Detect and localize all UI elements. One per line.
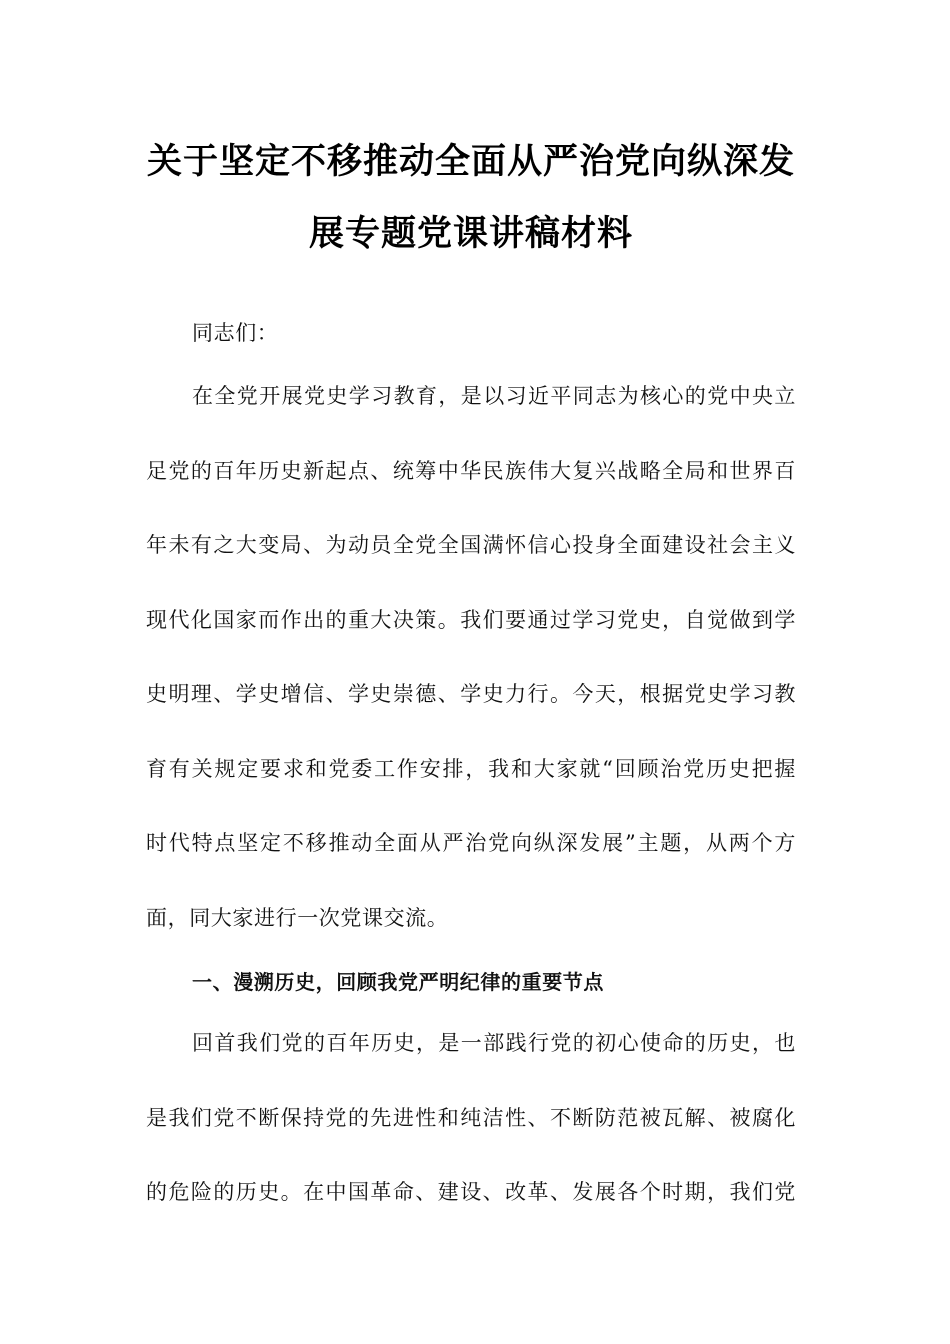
- paragraph-2-line: 回首我们党的百年历史，是一部践行党的初心使命的历史，也: [192, 1031, 796, 1055]
- document-title-line-2: 展专题党课讲稿材料: [308, 214, 633, 254]
- paragraph-1-line: 时代特点坚定不移推动全面从严治党向纵深发展”主题，从两个方: [146, 831, 796, 855]
- paragraph-2-line: 是我们党不断保持党的先进性和纯洁性、不断防范被瓦解、被腐化: [146, 1106, 796, 1130]
- section-1-heading: 一、漫溯历史，回顾我党严明纪律的重要节点: [192, 970, 604, 994]
- salutation: 同志们：: [192, 321, 279, 345]
- paragraph-1-line: 史明理、学史增信、学史崇德、学史力行。今天，根据党史学习教: [146, 682, 796, 706]
- paragraph-1-line: 现代化国家而作出的重大决策。我们要通过学习党史，自觉做到学: [146, 608, 796, 632]
- paragraph-1-line: 年未有之大变局、为动员全党全国满怀信心投身全面建设社会主义: [146, 533, 796, 557]
- paragraph-2-line: 的危险的历史。在中国革命、建设、改革、发展各个时期，我们党: [146, 1180, 796, 1204]
- paragraph-1-line: 在全党开展党史学习教育，是以习近平同志为核心的党中央立: [192, 384, 796, 408]
- paragraph-1-line: 足党的百年历史新起点、统筹中华民族伟大复兴战略全局和世界百: [146, 459, 796, 483]
- paragraph-1-line: 面，同大家进行一次党课交流。: [146, 906, 449, 930]
- paragraph-1-line: 育有关规定要求和党委工作安排，我和大家就“回顾治党历史把握: [146, 757, 796, 781]
- document-title-line-1: 关于坚定不移推动全面从严治党向纵深发: [146, 142, 795, 182]
